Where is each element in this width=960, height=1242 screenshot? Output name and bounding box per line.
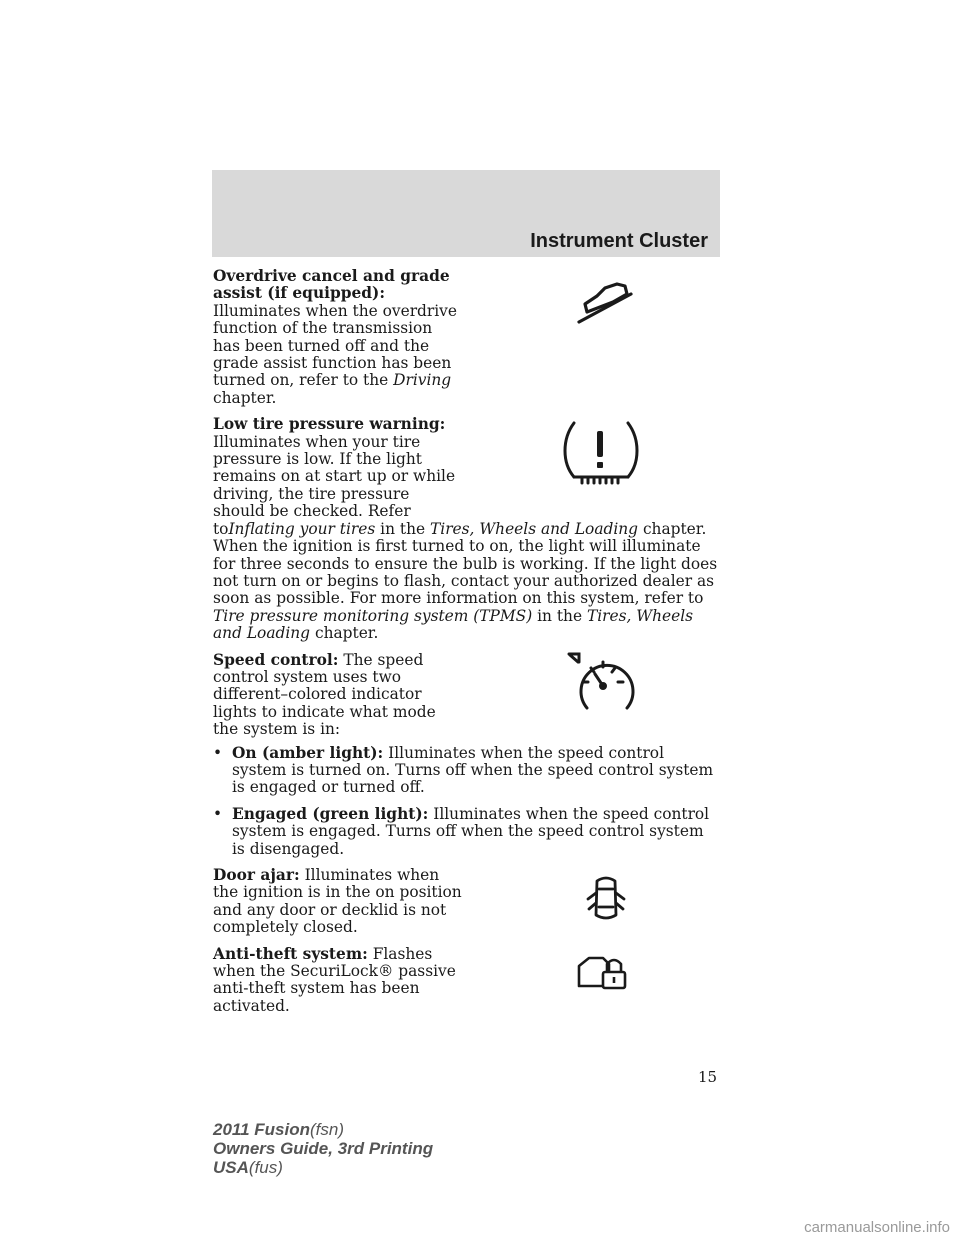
section-body: Illuminates when the ignition is in the on position and any door or decklid is not completely closed. (213, 866, 462, 937)
list-item: • On (amber light): Illuminates when the speed control system is turned on. Turns off when the speed control system is engaged or turned off. (213, 743, 714, 797)
print-footer: 2011 Fusion(fsn) Owners Guide, 3rd Printing USA(fus) (213, 1120, 434, 1177)
chapter-reference: Driving (393, 371, 452, 390)
list-item: • Engaged (green light): Illuminates when the speed control system is engaged. Turns off when the speed control system is disengaged. (213, 804, 710, 858)
door-ajar-icon (585, 875, 627, 923)
page-number: 15 (698, 1068, 718, 1086)
chapter-header-band (212, 170, 720, 257)
section-body: The speed control system uses two different–colored indicator lights to indicate what mode the system is in: (213, 650, 436, 739)
section-title: Door ajar: (213, 866, 300, 884)
anti-theft-icon (577, 952, 627, 992)
section-title: Low tire pressure warning: (213, 415, 446, 434)
section-body: Illuminates when the overdrive function of the transmission has been turned off and the grade assist function has been turned on, refer to the (213, 301, 457, 390)
bullet-marker: • (213, 804, 223, 823)
section-body: Flashes when the SecuriLock® passive anti-theft system has been activated. (213, 944, 456, 1015)
section-overdrive: Overdrive cancel and grade assist (if equipped): Illuminates when the overdrive function of the transmission has been turned off and the grade assist function has been turned on, refer to the Driving chapter. (213, 268, 721, 407)
chapter-reference: Tires, Wheels and Loading (430, 519, 639, 538)
tire-pressure-warning-icon (560, 419, 642, 493)
bullet-marker: • (213, 743, 223, 762)
section-anti-theft (213, 946, 721, 1016)
section-body: Illuminates when your tire pressure is low. If the light remains on at start up or while driving, the tire pressure should be checked. Refer (213, 432, 456, 521)
section-tire-pressure: Low tire pressure warning: Illuminates when your tire pressure is low. If the light remains on at start up or while driving, the tire pressure should be checked. Refer toInflating your tires in the Tires, Wheels and Loading chapter. When the ignition is first turned to on, the light will illuminate for three seconds to ensure the bulb is working. If the light does not turn on or begins to flash, contact your authorized dealer as soon as possible. For more information on this system, refer to Tire pressure monitoring system (TPMS) in the Tires, Wheels and Loading chapter. (213, 415, 718, 643)
speed-control-icon (565, 650, 641, 714)
overdrive-cancel-icon (575, 282, 637, 326)
section-door-ajar (213, 867, 721, 937)
chapter-reference: Tires, Wheels and Loading (213, 606, 694, 643)
chapter-reference: Tire pressure monitoring system (TPMS) (213, 606, 533, 625)
page-content (213, 268, 721, 1024)
chapter-reference: Inflating your tires (228, 519, 376, 538)
section-title: Overdrive cancel and grade assist (if equipped): (213, 267, 450, 303)
section-title: Speed control: (213, 650, 339, 669)
section-speed-control (213, 652, 721, 739)
section-title: Anti-theft system: (213, 944, 368, 963)
chapter-title: Instrument Cluster (530, 230, 708, 252)
watermark: carmanualsonline.info (804, 1219, 950, 1236)
